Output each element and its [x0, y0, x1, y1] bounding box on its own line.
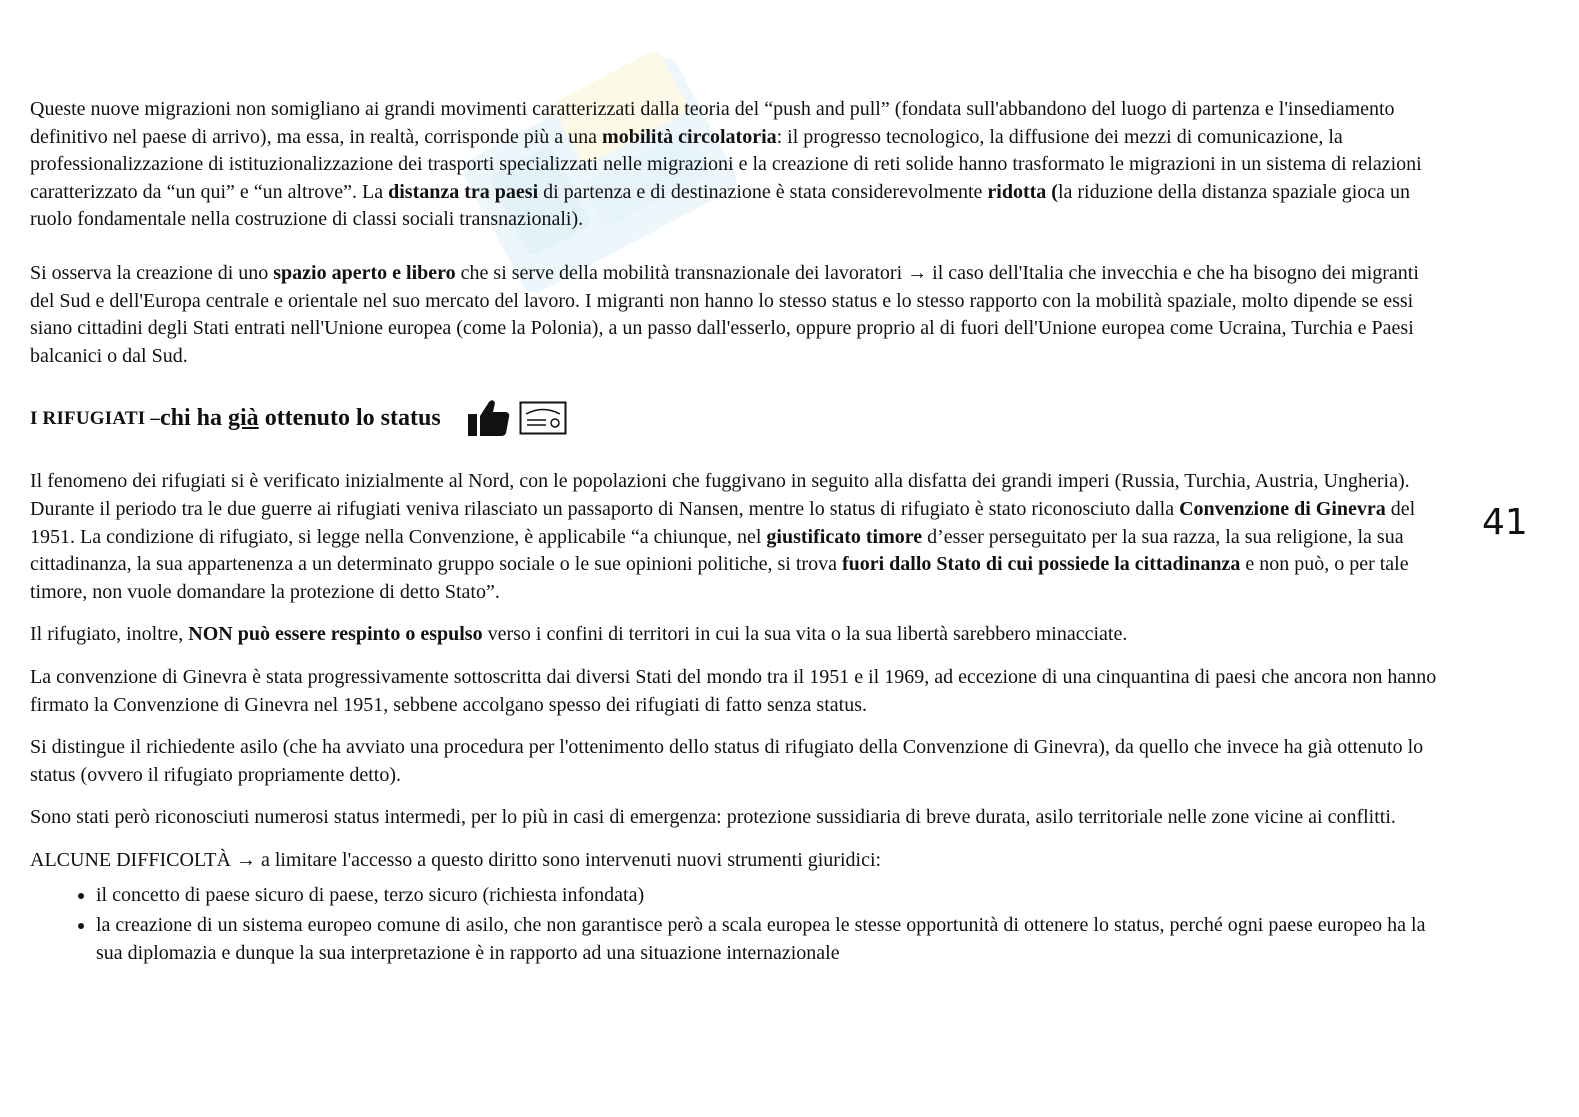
- paragraph-convenzione: La convenzione di Ginevra è stata progressivamente sottoscritta dai diversi Stati del mondo tra il 1951 e il 1969, ad eccezione di una cinquantina di paesi che ancora non hanno firmato la Convenzione di Ginevra nel 1951, sebbene accolgano spesso dei rifugiati di fatto senza status.: [30, 665, 1437, 716]
- section-heading-rifugiati: I RIFUGIATI – chi ha già ottenuto lo status: [30, 398, 1448, 438]
- paragraph-richiedente-asilo: Si distingue il richiedente asilo (che ha avviato una procedura per l'ottenimento dello status di rifugiato della Convenzione di Ginevra), da quello che invece ha già ottenuto lo status (ovvero il rifugiato propriamente detto).: [30, 736, 1424, 786]
- document-page: [30, 96, 1448, 969]
- list-item: • il concetto di paese sicuro di paese, terzo sicuro (richiesta infondata): [96, 882, 1448, 910]
- thumbs-up-icon: [467, 398, 511, 438]
- paragraph-non-respinto: Il rifugiato, inoltre, NON può essere respinto o espulso verso i confini di territori in cui la sua vita o la sua libertà sarebbero minacciate.: [30, 623, 1128, 646]
- paragraph-migrazioni: Queste nuove migrazioni non somigliano ai grandi movimenti caratterizzati dalla teoria del “push and pull” (fondata sull'abbandono del luogo di partenza e l'insediamento definitivo nel paese di arrivo), ma essa, in realtà, corrisponde più a una mobilità circolatoria: il progresso tecnologico, la diffusione dei mezzi di comunicazione, la professionalizzazione di istituzionalizzazione dei trasporti specializzati nelle migrazioni e la creazione di reti solide hanno trasformato le migrazioni in un sistema di relazioni caratterizzato da “un qui” e “un altrove”. La distanza tra paesi di partenza e di destinazione è stata considerevolmente ridotta (la riduzione della distanza spaziale gioca un ruolo fondamentale nella costruzione di classi sociali transnazionali).: [30, 98, 1422, 231]
- paragraph-status-intermedi: Sono stati però riconosciuti numerosi status intermedi, per lo più in casi di emergenza: protezione sussidiaria di breve durata, asilo territoriale nelle zone vicine ai conflitti.: [30, 806, 1396, 829]
- difficulty-list: [30, 882, 1448, 967]
- page-number: 41: [1482, 502, 1528, 543]
- radio-icon: [519, 401, 567, 435]
- paragraph-spazio-aperto: Si osserva la creazione di uno spazio aperto e libero che si serve della mobilità transnazionale dei lavoratori → il caso dell'Italia che invecchia e che ha bisogno dei migranti del Sud e dell'Europa centrale e orientale nel suo mercato del lavoro. I migranti non hanno lo stesso status e lo stesso rapporto con la mobilità spaziale, molto dipende se essi siano cittadini degli Stati entrati nell'Unione europea (come la Polonia), a un passo dall'esserlo, oppure proprio al di fuori dell'Unione europea come Ucraina, Turchia e Paesi balcanici o dal Sud.: [30, 261, 1419, 367]
- paragraph-difficolta: ALCUNE DIFFICOLTÀ → a limitare l'accesso a questo diritto sono intervenuti nuovi strumenti giuridici:: [30, 848, 882, 871]
- list-item: • la creazione di un sistema europeo comune di asilo, che non garantisce però a scala europea le stesse opportunità di ottenere lo status, perché ogni paese europeo ha la sua diplomazia e dunque la sua interpretazione è in rapporto ad una situazione internazionale: [96, 912, 1448, 967]
- paragraph-fenomeno-rifugiati: Il fenomeno dei rifugiati si è verificato inizialmente al Nord, con le popolazioni che fuggivano in seguito alla disfatta dei grandi imperi (Russia, Turchia, Austria, Ungheria). Durante il periodo tra le due guerre ai rifugiati veniva rilasciato un passaporto di Nansen, mentre lo status di rifugiato è stato riconosciuto dalla Convenzione di Ginevra del 1951. La condizione di rifugiato, si legge nella Convenzione, è applicabile “a chiunque, nel giustificato timore d’esser perseguitato per la sua razza, la sua religione, la sua cittadinanza, la sua appartenenza a un determinato gruppo sociale o le sue opinioni politiche, si trova fuori dallo Stato di cui possiede la cittadinanza e non può, o per tale timore, non vuole domandare la protezione di detto Stato”.: [30, 470, 1416, 603]
